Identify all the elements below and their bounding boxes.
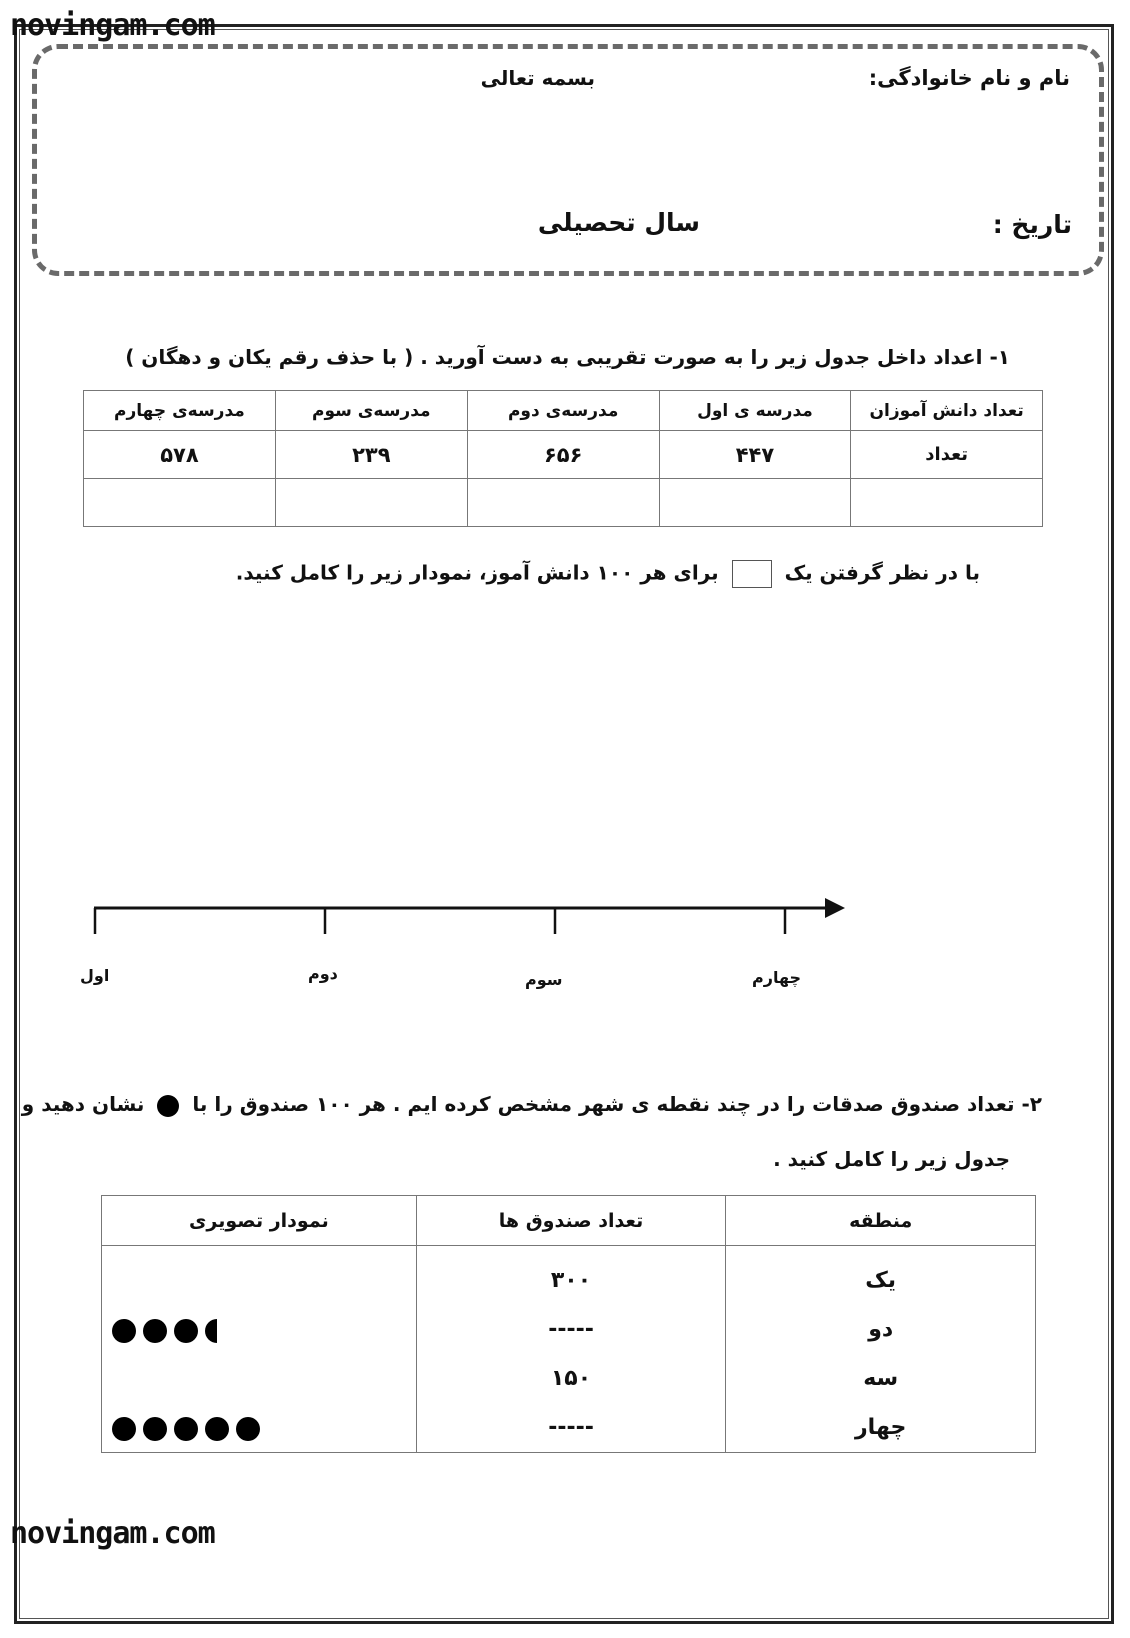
q2-picture-cell[interactable]: [112, 1403, 416, 1452]
q2-count-column: [416, 1246, 726, 1453]
name-label: نام و نام خانوادگی:: [868, 66, 1070, 90]
axis-label-2: دوم: [308, 964, 338, 983]
q1-header-cell: مدرسه‌ی چهارم: [84, 391, 276, 431]
q2-body-row: [102, 1246, 1036, 1453]
q2-count-cell[interactable]: -----: [548, 1415, 594, 1440]
q2-region-cell: دو: [868, 1317, 894, 1342]
school-year: سال تحصیلی: [537, 208, 700, 237]
q1-answer-cell[interactable]: [659, 479, 851, 527]
basmala: بسمه تعالی: [480, 66, 595, 90]
q2-header-cell: منطقه: [726, 1196, 1036, 1246]
q2-region-cell: چهار: [855, 1415, 907, 1440]
q1-answer-cell[interactable]: [84, 479, 276, 527]
q1-instruction: [236, 560, 980, 588]
filled-circle-icon: [236, 1417, 260, 1441]
filled-circle-icon: [143, 1319, 167, 1343]
axis-arrow-icon: [825, 898, 845, 918]
q1-table: [83, 390, 1043, 527]
q1-axis: [80, 885, 850, 935]
q1-count-cell: ۶۵۶: [467, 431, 659, 479]
q1-count-cell: ۲۳۹: [275, 431, 467, 479]
q1-count-row: [84, 431, 1043, 479]
q1-answer-cell[interactable]: [275, 479, 467, 527]
q2-region-cell: سه: [863, 1366, 899, 1391]
q2-table: [101, 1195, 1036, 1453]
q1-count-label: تعداد: [851, 431, 1043, 479]
q2-picture-column: [102, 1246, 417, 1453]
q2-count-cell[interactable]: -----: [548, 1317, 594, 1342]
q1-header-cell: تعداد دانش آموزان: [851, 391, 1043, 431]
q1-header-cell: مدرسه‌ی سوم: [275, 391, 467, 431]
filled-circle-icon: [112, 1319, 136, 1343]
half-circle-icon: [205, 1319, 217, 1343]
filled-circle-icon: [174, 1319, 198, 1343]
square-symbol-icon: [732, 560, 772, 588]
q2-header-cell: تعداد صندوق ها: [416, 1196, 726, 1246]
q1-answer-cell[interactable]: [851, 479, 1043, 527]
q2-line2: جدول زیر را کامل کنید .: [773, 1147, 1010, 1171]
q2-header-cell: نمودار تصویری: [102, 1196, 417, 1246]
q2-picture-cell[interactable]: [112, 1305, 416, 1354]
watermark-bottom: novingam.com: [10, 1516, 215, 1551]
axis-label-4: چهارم: [752, 968, 802, 987]
q1-instruction-after: برای هر ۱۰۰ دانش آموز، نمودار زیر را کامل کنید.: [235, 560, 719, 585]
q1-count-cell: ۴۴۷: [659, 431, 851, 479]
filled-circle-icon: [205, 1417, 229, 1441]
axis-label-1: اول: [80, 966, 110, 985]
filled-circle-icon: [157, 1095, 179, 1117]
q2-picture-cell[interactable]: [112, 1256, 416, 1305]
filled-circle-icon: [174, 1417, 198, 1441]
q1-answer-row: [84, 479, 1043, 527]
watermark-top: novingam.com: [10, 8, 215, 43]
q1-answer-cell[interactable]: [467, 479, 659, 527]
q2-line1-after: نشان دهید و: [21, 1092, 145, 1116]
filled-circle-icon: [112, 1417, 136, 1441]
q2-region-column: [726, 1246, 1036, 1453]
q2-line1: [22, 1092, 1042, 1117]
q2-picture-cell[interactable]: [112, 1354, 416, 1403]
q1-header-row: [84, 391, 1043, 431]
q2-header-row: [102, 1196, 1036, 1246]
q1-instruction-before: با در نظر گرفتن یک: [784, 560, 980, 585]
q1-title: ۱- اعداد داخل جدول زیر را به صورت تقریبی به دست آورید . ( با حذف رقم یکان و دهگان ): [125, 345, 1010, 369]
filled-circle-icon: [143, 1417, 167, 1441]
date-label: تاریخ :: [992, 210, 1072, 239]
q2-count-cell[interactable]: ۳۰۰: [550, 1268, 592, 1293]
q2-count-cell[interactable]: ۱۵۰: [550, 1366, 592, 1391]
q1-header-cell: مدرسه ی اول: [659, 391, 851, 431]
q2-line1-before: ۲- تعداد صندوق صدقات را در چند نقطه ی شهر مشخص کرده ایم . هر ۱۰۰ صندوق را با: [192, 1092, 1042, 1116]
q1-header-cell: مدرسه‌ی دوم: [467, 391, 659, 431]
axis-label-3: سوم: [525, 970, 563, 989]
q1-count-cell: ۵۷۸: [84, 431, 276, 479]
q2-region-cell: یک: [865, 1268, 897, 1293]
